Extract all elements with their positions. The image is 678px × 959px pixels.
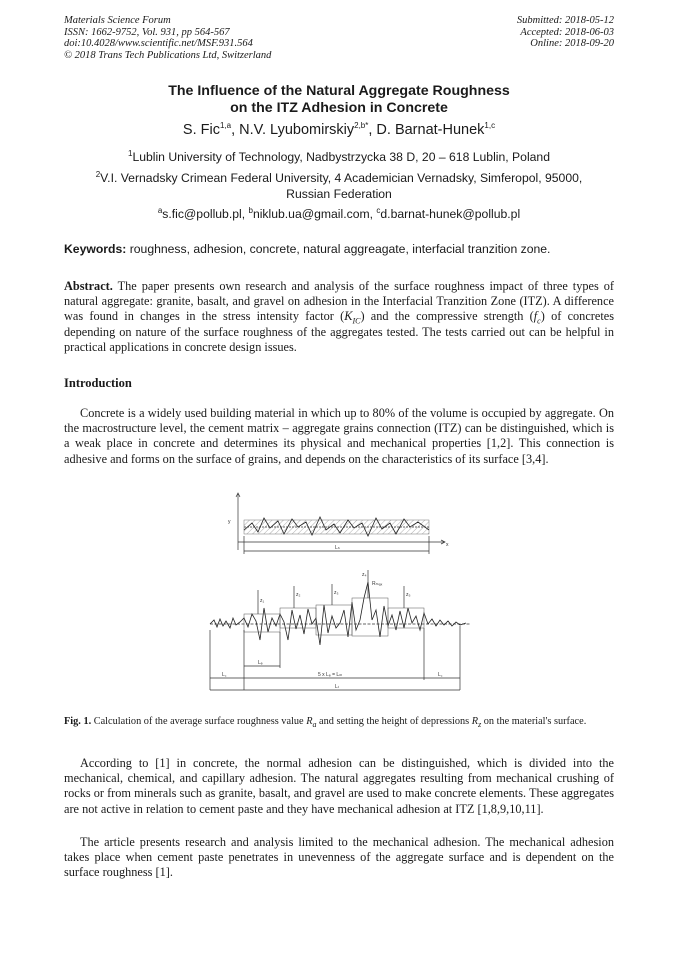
label-lt: Lₜ [335,684,340,690]
axis-y-label: y [228,519,231,525]
email-a-sup: a [157,205,163,215]
affiliation-2 [0,170,678,202]
email-c-sup: c [376,205,381,215]
keywords-text: roughness, adhesion, concrete, natural aggreagate, interfacial tranzition zone. [126,242,551,256]
figure-label: Fig. 1. [64,716,92,727]
affiliation-2-sup: 2 [95,169,101,179]
caption-text-2: and setting the height of depressions [316,716,472,727]
top-profile-diagram [228,493,449,554]
abstract [64,279,614,355]
email-b-sup: b [248,205,253,215]
intro-paragraph-1: Concrete is a widely used building material in which up to 80% of the volume is occupied by aggregate. On the macrostructure level, the cement matrix – aggregate grains connection (ITZ) can be distinguished, which is a weak place in concrete and determines its physical and mechanical properties [1,2]. This connection is adhesive and forms on the surface of grains, and depends on the characteristics of its surface [3,4]. [64,406,614,466]
journal-name: Materials Science Forum [64,15,171,26]
paper-title [0,83,678,117]
intro-paragraph-2: According to [1] in concrete, the normal adhesion can be distinguished, which is divided into the mechanical, chemical, and capillary adhesion. The natural aggregates resulting from mechanical crushing of rocks or from minerals such as granite, basalt, and gravel are used to make concrete elements. These aggregates are not active in relation to cement paste and they have mechanical adhesion at ITZ [1,8,9,10,11]. [64,756,614,816]
affiliation-1 [0,149,678,165]
online-date: Online: 2018-09-20 [530,38,614,49]
email-b[interactable]: niklub.ua@gmail.com, [252,207,377,221]
email-list [0,206,678,222]
label-z3: z₃ [334,590,339,596]
intro-paragraph-3: The article presents research and analysis limited to the mechanical adhesion. The mechanical adhesion takes place when cement paste penetrates in unevenness of the aggregate surface and is dependent on the surface roughness [1]. [64,835,614,880]
affiliation-1-sup: 1 [127,148,133,158]
label-formula: 5 x Lₑ = Lₘ [318,672,343,678]
fc-symbol: f [533,309,538,324]
label-z4: z₄ [362,572,367,578]
rz-subscript: z [478,720,482,730]
label-z2: z₂ [296,592,301,598]
author-1: S. Fic [182,122,220,138]
section-heading-introduction: Introduction [64,376,132,390]
author-2-sup: 2,b* [354,121,369,131]
affiliation-2-country: Russian Federation [286,187,392,201]
keywords [64,242,616,256]
accepted-date: Accepted: 2018-06-03 [520,26,614,38]
label-rmax: Rₘₐₓ [372,581,383,587]
abstract-text-2: ) and the compressive strength ( [360,309,534,324]
keywords-label: Keywords: [64,242,127,256]
ra-subscript: a [312,720,317,730]
label-ln: Lₙ [335,545,340,551]
rz-symbol: R [471,716,479,727]
issn: ISSN: 1662-9752, Vol. 931, pp 564-567 [64,26,230,38]
label-z1: z₁ [260,598,265,604]
author-2: , N.V. Lyubomirskiy [231,122,355,138]
label-lc-right: L꜀ [438,672,443,678]
caption-text-3: on the material's surface. [481,716,587,727]
affiliation-2-text: V.I. Vernadsky Crimean Federal University, 4 Academician Vernadsky, Simferopol, 95000, [100,171,583,185]
label-z5: z₅ [406,592,411,598]
label-le: Lₑ [258,660,263,666]
doi: doi:10.4028/www.scientific.net/MSF.931.564 [64,38,253,49]
fc-subscript: c [537,316,541,326]
email-c[interactable]: d.barnat-hunek@pollub.pl [380,207,521,221]
roughness-figure [200,490,470,700]
label-lc: L꜀ [222,672,227,678]
abstract-text-1: The paper presents own research and analysis of the surface roughness impact of three types of natural aggregate: granite, basalt, and gravel on adhesion in the Interfacial Tranzition Zone (ITZ). A difference was found in changes in the stress intensity factor ( [64,279,614,324]
author-1-sup: 1,a [219,121,232,131]
abstract-text-3: ) of concretes depending on nature of the surface roughness of the aggregates tested. The tests carried out can be helpful in practical applications in concrete design issues. [64,309,614,354]
kic-subscript: IC [352,316,361,326]
ra-symbol: R [306,716,313,727]
caption-text-1: Calculation of the average surface roughness value [91,716,307,727]
author-list [0,122,678,138]
kic-symbol: K [344,309,353,324]
abstract-label: Abstract. [64,279,113,293]
title-line-2: on the ITZ Adhesion in Concrete [230,100,448,116]
header-left [64,15,271,61]
axis-x-label: x [446,542,449,548]
submitted-date: Submitted: 2018-05-12 [516,15,614,26]
figure-caption [64,715,616,729]
copyright: © 2018 Trans Tech Publications Ltd, Switzerland [64,49,272,61]
bottom-profile-diagram [210,570,470,690]
title-line-1: The Influence of the Natural Aggregate Roughness [168,83,510,99]
header-right [517,15,614,50]
author-3: , D. Barnat-Hunek [368,122,485,138]
author-3-sup: 1,c [484,121,496,131]
affiliation-1-text: Lublin University of Technology, Nadbystrzycka 38 D, 20 – 618 Lublin, Poland [132,150,550,164]
email-a[interactable]: s.fic@pollub.pl, [162,207,249,221]
